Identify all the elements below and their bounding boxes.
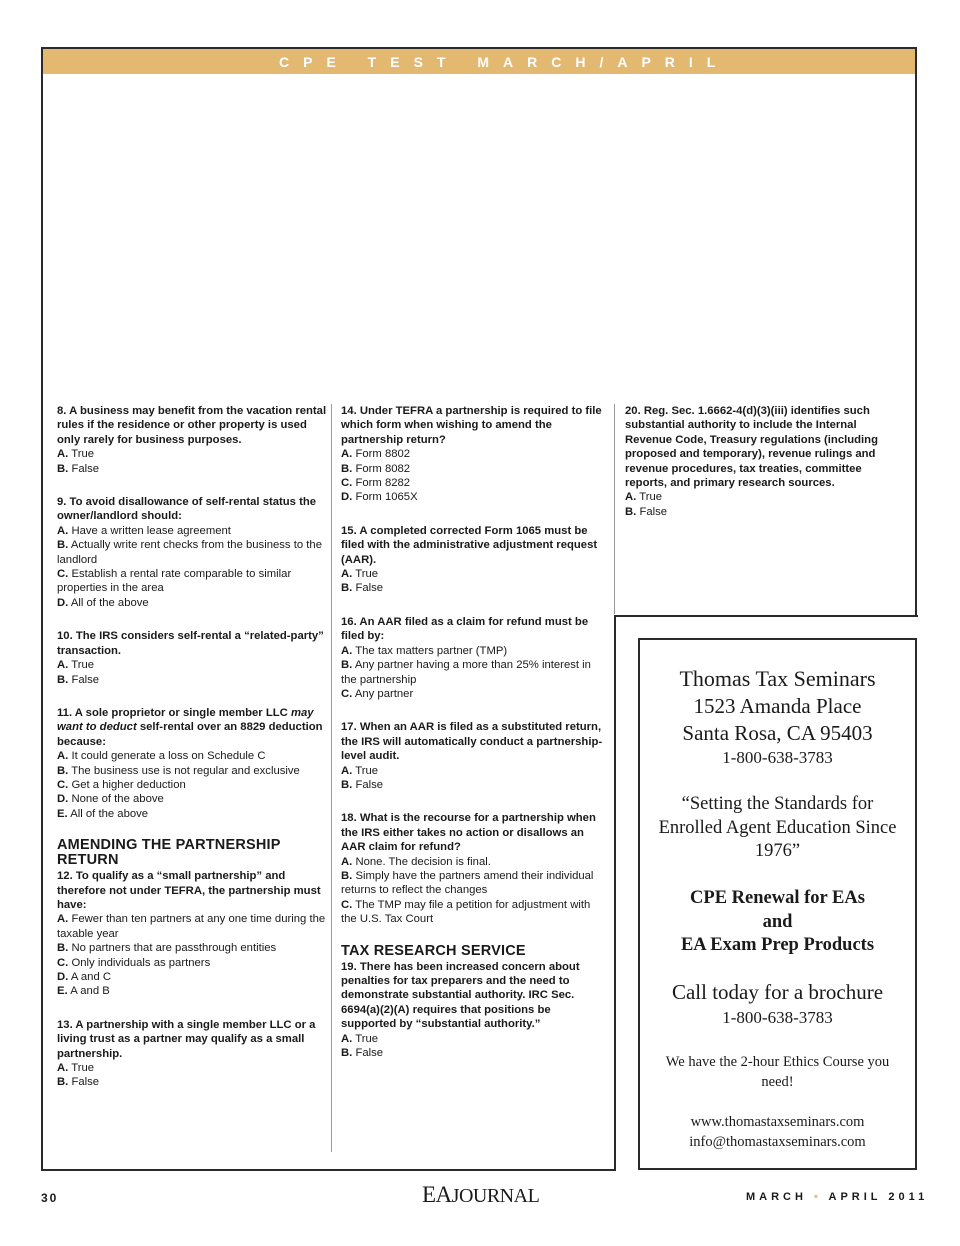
question-text: 14. Under TEFRA a partnership is required to file which form when wishing to amend the partnership return? <box>341 405 602 446</box>
ad-phone: 1-800-638-3783 <box>722 748 833 767</box>
answer-option: A. None. The decision is final. <box>341 855 491 868</box>
question-19 <box>341 960 607 1061</box>
answer-option: E. All of the above <box>57 807 149 820</box>
answer-option: C. Form 8282 <box>341 477 411 490</box>
question-text: 19. There has been increased concern about penalties for tax preparers and the need to demonstrate substantial authority. IRC Sec. 6694(a)(2)(A) requires that positions be supported by “substantial authority.” <box>341 960 580 1031</box>
answer-option: D. Form 1065X <box>341 491 418 504</box>
column-3 <box>625 404 891 538</box>
journal-logo: EAJOURNAL <box>422 1182 540 1207</box>
question-text: 9. To avoid disallowance of self-rental status the owner/landlord should: <box>57 496 317 523</box>
question-17 <box>341 720 607 792</box>
banner-title: CPE TEST MARCH/APRIL <box>279 53 730 70</box>
answer-option: A. Fewer than ten partners at any one time during the taxable year <box>57 913 326 940</box>
answer-option: A. True <box>341 764 379 777</box>
answer-option: A. It could generate a loss on Schedule C <box>57 750 266 763</box>
question-18 <box>341 811 607 926</box>
answer-option: B. The business use is not regular and exclusive <box>57 764 300 777</box>
answer-option: D. All of the above <box>57 596 149 609</box>
answer-option: B. False <box>625 505 668 518</box>
ad-company-name: Thomas Tax Seminars <box>679 666 876 691</box>
question-text: 11. A sole proprietor or single member LLC may want to deduct self-rental over an 8829 deduction because: <box>57 706 323 748</box>
answer-option: B. Actually write rent checks from the business to the landlord <box>57 539 322 566</box>
question-15 <box>341 524 607 596</box>
question-text: 8. A business may benefit from the vacation rental rules if the residence or other property is used only rarely for business purposes. <box>57 405 327 446</box>
frame-step-right-edge <box>614 615 616 1171</box>
advertisement <box>638 638 917 1170</box>
question-9 <box>57 495 327 610</box>
question-12 <box>57 869 327 999</box>
answer-option: E. A and B <box>57 985 110 998</box>
answer-option: B. False <box>57 462 100 475</box>
answer-option: B. False <box>341 778 384 791</box>
answer-option: A. True <box>57 448 95 461</box>
answer-option: B. False <box>57 1076 100 1089</box>
answer-option: C. The TMP may file a petition for adjustment with the U.S. Tax Court <box>341 898 591 926</box>
answer-option: C. Only individuals as partners <box>57 956 211 969</box>
answer-option: A. True <box>57 1062 95 1075</box>
question-8 <box>57 404 327 476</box>
page-number: 30 <box>41 1191 59 1205</box>
question-text: 18. What is the recourse for a partnership when the IRS either takes no action or disallows an AAR claim for refund? <box>341 812 596 854</box>
ad-ethics-note: We have the 2-hour Ethics Course you need! <box>665 1054 890 1090</box>
question-20 <box>625 404 891 519</box>
question-text: 16. An AAR filed as a claim for refund must be filed by: <box>341 615 589 643</box>
ad-phone: 1-800-638-3783 <box>722 1008 833 1027</box>
answer-option: A. True <box>625 491 663 504</box>
answer-option: D. None of the above <box>57 793 164 806</box>
ad-products: CPE Renewal for EAs and EA Exam Prep Products <box>680 888 875 955</box>
question-10 <box>57 629 327 687</box>
answer-option: A. True <box>57 659 95 672</box>
ad-call-to-action: Call today for a brochure <box>671 980 884 1004</box>
question-16 <box>341 615 607 701</box>
column-divider <box>331 404 332 1152</box>
answer-option: B. Form 8082 <box>341 462 411 475</box>
answer-option: B. Any partner having a more than 25% interest in the partnership <box>341 659 591 686</box>
ad-website-link[interactable]: www.thomastaxseminars.com <box>690 1114 865 1130</box>
question-text: 13. A partnership with a single member LLC or a living trust as a partner may qualify as a small partnership. <box>57 1018 316 1060</box>
answer-option: B. False <box>341 1047 384 1060</box>
question-text: 15. A completed corrected Form 1065 must be filed with the administrative adjustment request (AAR). <box>341 524 598 566</box>
question-text: 12. To qualify as a “small partnership” and therefore not under TEFRA, the partnership must have: <box>57 870 321 911</box>
column-divider <box>614 404 615 614</box>
answer-option: B. False <box>57 673 100 686</box>
answer-option: A. True <box>341 1032 379 1045</box>
answer-option: B. False <box>341 582 384 595</box>
answer-option: B. Simply have the partners amend their individual returns to reflect the changes <box>341 869 594 897</box>
answer-option: B. No partners that are passthrough entities <box>57 942 277 955</box>
answer-option: C. Establish a rental rate comparable to similar properties in the area <box>57 568 292 595</box>
question-text: 20. Reg. Sec. 1.6662-4(d)(3)(iii) identifies such substantial authority to include the Internal Revenue Code, Treasury regulations (including proposed and temporary), revenue rulings and revenue procedures, tax treaties, committee reports, and primary research sources. <box>625 405 878 490</box>
section-heading: TAX RESEARCH SERVICE <box>341 942 526 959</box>
answer-option: D. A and C <box>57 971 112 983</box>
issue-date: MARCH • APRIL 2011 <box>746 1191 929 1203</box>
ad-email-link[interactable]: info@thomastaxseminars.com <box>689 1134 866 1150</box>
answer-option: C. Get a higher deduction <box>57 778 186 791</box>
answer-option: A. Have a written lease agreement <box>57 524 231 537</box>
question-text: 17. When an AAR is filed as a substituted return, the IRS will automatically conduct a partnership-level audit. <box>341 721 603 763</box>
answer-option: A. Form 8802 <box>341 448 411 461</box>
question-13 <box>57 1018 327 1090</box>
ad-address: 1523 Amanda Place <box>693 694 862 718</box>
ad-tagline: “Setting the Standards for Enrolled Agent Education Since 1976” <box>658 794 897 861</box>
question-11 <box>57 706 327 821</box>
section-banner <box>43 49 915 74</box>
column-2 <box>341 404 607 1079</box>
column-1 <box>57 404 327 1109</box>
question-text: 10. The IRS considers self-rental a “related-party” transaction. <box>57 630 324 657</box>
question-14 <box>341 404 607 505</box>
section-heading: AMENDING THE PARTNERSHIP RETURN <box>57 837 281 869</box>
answer-option: A. The tax matters partner (TMP) <box>341 644 508 657</box>
answer-option: C. Any partner <box>341 687 414 700</box>
frame-step <box>614 615 918 617</box>
ad-city: Santa Rosa, CA 95403 <box>682 721 873 745</box>
answer-option: A. True <box>341 568 379 581</box>
